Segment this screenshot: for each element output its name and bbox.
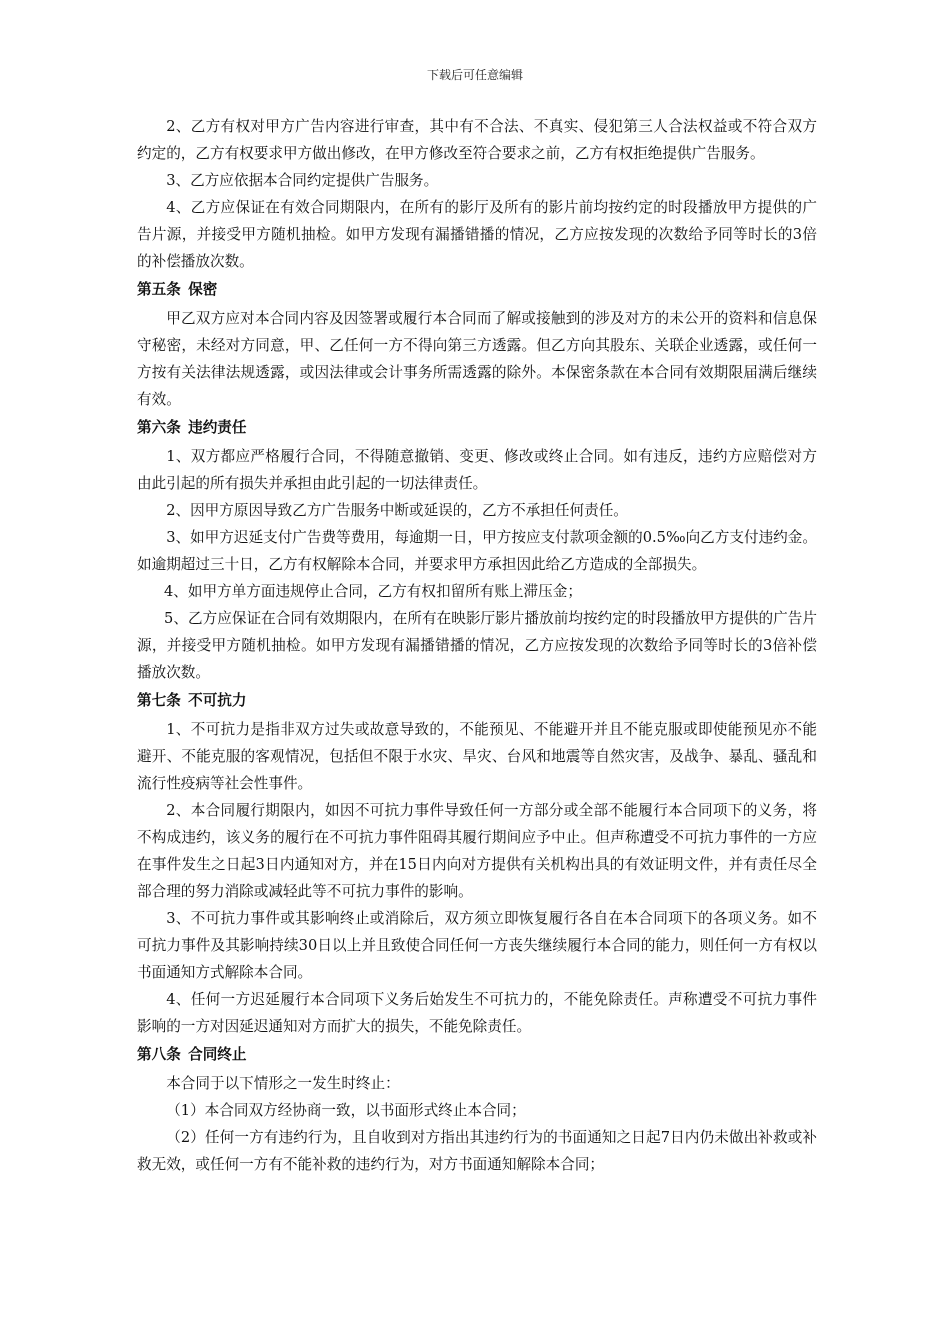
clause-paragraph: 1、双方都应严格履行合同，不得随意撤销、变更、修改或终止合同。如有违反，违约方应赔偿对方由此引起的所有损失并承担由此引起的一切法律责任。: [137, 448, 817, 492]
clause-paragraph: 2、乙方有权对甲方广告内容进行审查，其中有不合法、不真实、侵犯第三人合法权益或不符合双方约定的，乙方有权要求甲方做出修改，在甲方修改至符合要求之前，乙方有权拒绝提供广告服务。: [137, 118, 817, 162]
clause-paragraph: 3、乙方应依据本合同约定提供广告服务。: [166, 172, 439, 189]
article-heading: [137, 413, 817, 443]
clause-paragraph: 本合同于以下情形之一发生时终止：: [166, 1075, 400, 1092]
article-title: 保密: [188, 281, 218, 298]
article-heading: [137, 686, 817, 716]
article-number: 第五条: [137, 281, 181, 298]
article-title: 违约责任: [188, 419, 247, 436]
clause-paragraph: 4、乙方应保证在有效合同期限内，在所有的影厅及所有的影片前均按约定的时段播放甲方提供的广告片源，并接受甲方随机抽检。如甲方发现有漏播错播的情况，乙方应按发现的次数给予同等时长的3倍的补偿播放次数。: [137, 199, 817, 270]
page-header: 下载后可任意编辑: [426, 68, 523, 82]
clause-paragraph: 2、本合同履行期限内，如因不可抗力事件导致任何一方部分或全部不能履行本合同项下的义务，将不构成违约，该义务的履行在不可抗力事件阻碍其履行期间应予中止。但声称遭受不可抗力事件的一方应在事件发生之日起3日内通知对方，并在15日内向对方提供有关机构出具的有效证明文件，并有责任尽全部合理的努力消除或减轻此等不可抗力事件的影响。: [137, 802, 817, 900]
clause-paragraph: （1）本合同双方经协商一致，以书面形式终止本合同；: [166, 1102, 526, 1119]
clause-paragraph: 甲乙双方应对本合同内容及因签署或履行本合同而了解或接触到的涉及对方的未公开的资料和信息保守秘密，未经对方同意，甲、乙任何一方不得向第三方透露。但乙方向其股东、关联企业透露，或任何一方按有关法律法规透露，或因法律或会计事务所需透露的除外。本保密条款在本合同有效期限届满后继续有效。: [137, 310, 817, 408]
clause-paragraph: 3、如甲方迟延支付广告费等费用，每逾期一日，甲方按应支付款项金额的0.5‰向乙方支付违约金。如逾期超过三十日，乙方有权解除本合同，并要求甲方承担因此给乙方造成的全部损失。: [137, 529, 817, 573]
clause-paragraph: 1、不可抗力是指非双方过失或故意导致的，不能预见、不能避开并且不能克服或即使能预见亦不能避开、不能克服的客观情况，包括但不限于水灾、旱灾、台风和地震等自然灾害，及战争、暴乱、骚乱和流行性疫病等社会性事件。: [137, 721, 817, 792]
clause-paragraph: 2、因甲方原因导致乙方广告服务中断或延误的，乙方不承担任何责任。: [166, 502, 628, 519]
document-body: [137, 113, 817, 1178]
clause-paragraph: 4、任何一方迟延履行本合同项下义务后始发生不可抗力的，不能免除责任。声称遭受不可抗力事件影响的一方对因延迟通知对方而扩大的损失，不能免除责任。: [137, 991, 817, 1035]
article-heading: [137, 1040, 817, 1070]
clause-paragraph: 3、不可抗力事件或其影响终止或消除后，双方须立即恢复履行各自在本合同项下的各项义务。如不可抗力事件及其影响持续30日以上并且致使合同任何一方丧失继续履行本合同的能力，则任何一方有权以书面通知方式解除本合同。: [137, 910, 817, 981]
clause-paragraph: 4、如甲方单方面违规停止合同，乙方有权扣留所有账上滞压金；: [164, 583, 582, 600]
article-number: 第八条: [137, 1046, 181, 1063]
clause-paragraph: （2）任何一方有违约行为，且自收到对方指出其违约行为的书面通知之日起7日内仍未做出补救或补救无效，或任何一方有不能补救的违约行为，对方书面通知解除本合同；: [137, 1129, 817, 1173]
clause-paragraph: 5、乙方应保证在合同有效期限内，在所有在映影厅影片播放前均按约定的时段播放甲方提供的广告片源，并接受甲方随机抽检。如甲方发现有漏播错播的情况，乙方应按发现的次数给予同等时长的3倍补偿播放次数。: [137, 610, 817, 681]
article-number: 第六条: [137, 419, 181, 436]
article-number: 第七条: [137, 692, 181, 709]
article-title: 不可抗力: [188, 692, 247, 709]
article-heading: [137, 275, 817, 305]
article-title: 合同终止: [188, 1046, 247, 1063]
